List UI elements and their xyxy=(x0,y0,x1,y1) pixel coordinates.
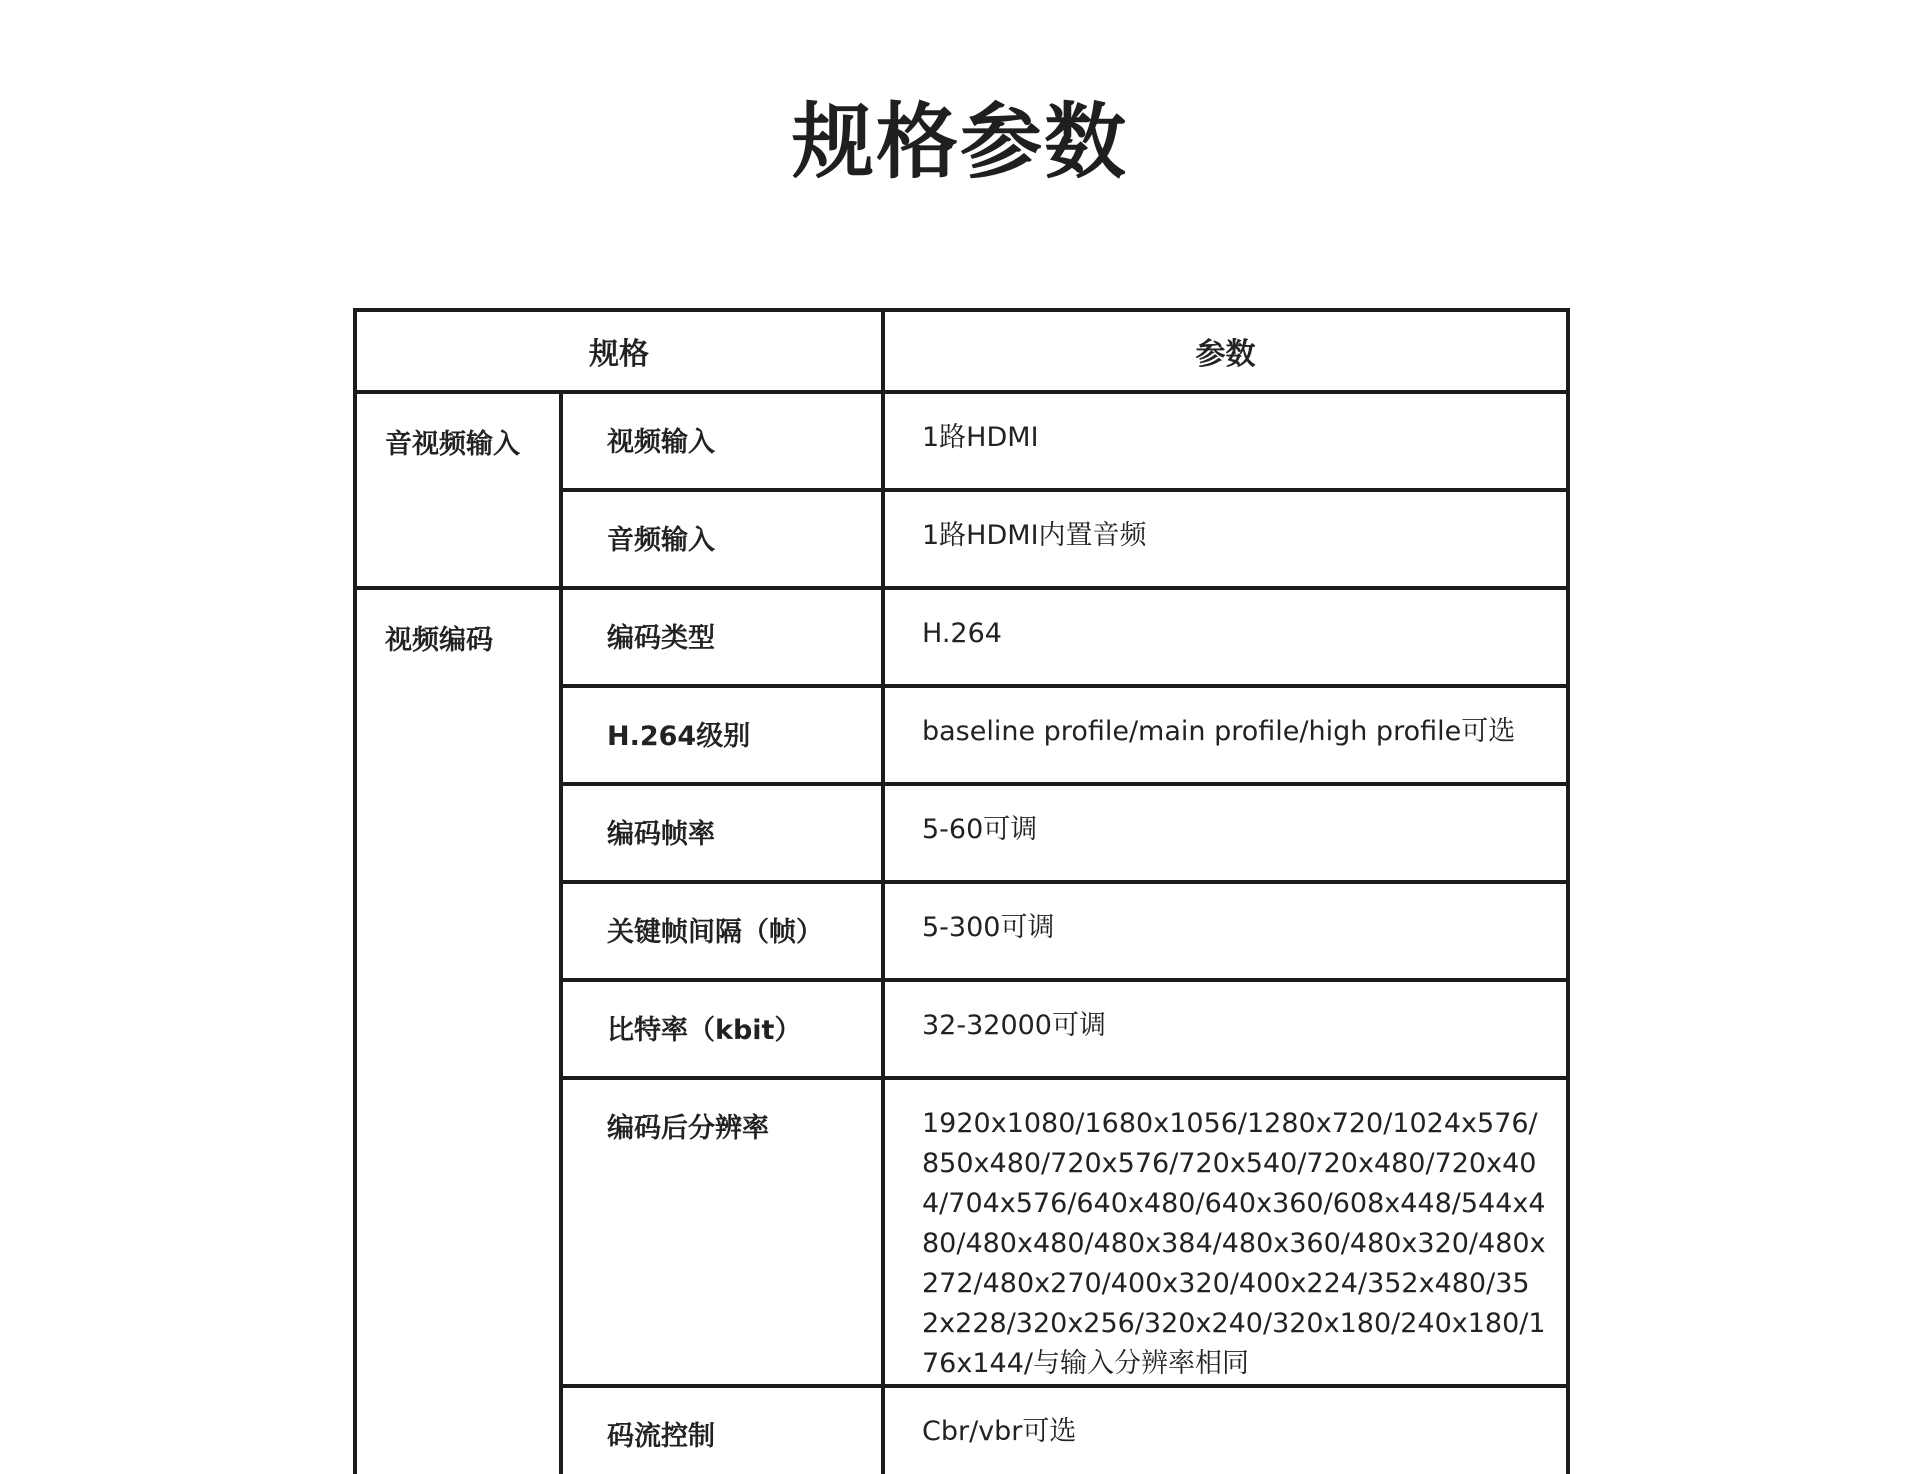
spec-value-cell: 1路HDMI内置音频 xyxy=(883,490,1568,588)
table-row xyxy=(355,588,1568,686)
page-title: 规格参数 xyxy=(791,95,1128,190)
spec-name-cell: 编码帧率 xyxy=(561,784,883,882)
category-cell: 视频编码 xyxy=(355,588,561,1474)
spec-value-cell: baseline profile/main profile/high profile可选 xyxy=(883,686,1568,784)
header-param: 参数 xyxy=(883,310,1568,392)
spec-value-cell: 5-60可调 xyxy=(883,784,1568,882)
spec-name-cell: 编码后分辨率 xyxy=(561,1078,883,1386)
spec-name-cell: 关键帧间隔（帧） xyxy=(561,882,883,980)
spec-name-cell: 音频输入 xyxy=(561,490,883,588)
spec-value-cell: Cbr/vbr可选 xyxy=(883,1386,1568,1474)
spec-value-cell: 5-300可调 xyxy=(883,882,1568,980)
spec-table xyxy=(353,308,1570,1474)
spec-value-cell: 1路HDMI xyxy=(883,392,1568,490)
category-cell: 音视频输入 xyxy=(355,392,561,588)
spec-value-cell: H.264 xyxy=(883,588,1568,686)
spec-value-cell: 1920x1080/1680x1056/1280x720/1024x576/850x480/720x576/720x540/720x480/720x404/704x576/640x480/640x360/608x448/544x480/480x480/480x384/480x360/480x320/480x272/480x270/400x320/400x224/352x480/352x228/320x256/320x240/320x180/240x180/176x144/与输入分辨率相同 xyxy=(883,1078,1568,1386)
spec-name-cell: 码流控制 xyxy=(561,1386,883,1474)
header-spec: 规格 xyxy=(355,310,883,392)
spec-value-cell: 32-32000可调 xyxy=(883,980,1568,1078)
table-header-row xyxy=(355,310,1568,392)
table-row xyxy=(355,392,1568,490)
spec-name-cell: 编码类型 xyxy=(561,588,883,686)
spec-name-cell: 比特率（kbit） xyxy=(561,980,883,1078)
spec-name-cell: 视频输入 xyxy=(561,392,883,490)
spec-name-cell: H.264级别 xyxy=(561,686,883,784)
